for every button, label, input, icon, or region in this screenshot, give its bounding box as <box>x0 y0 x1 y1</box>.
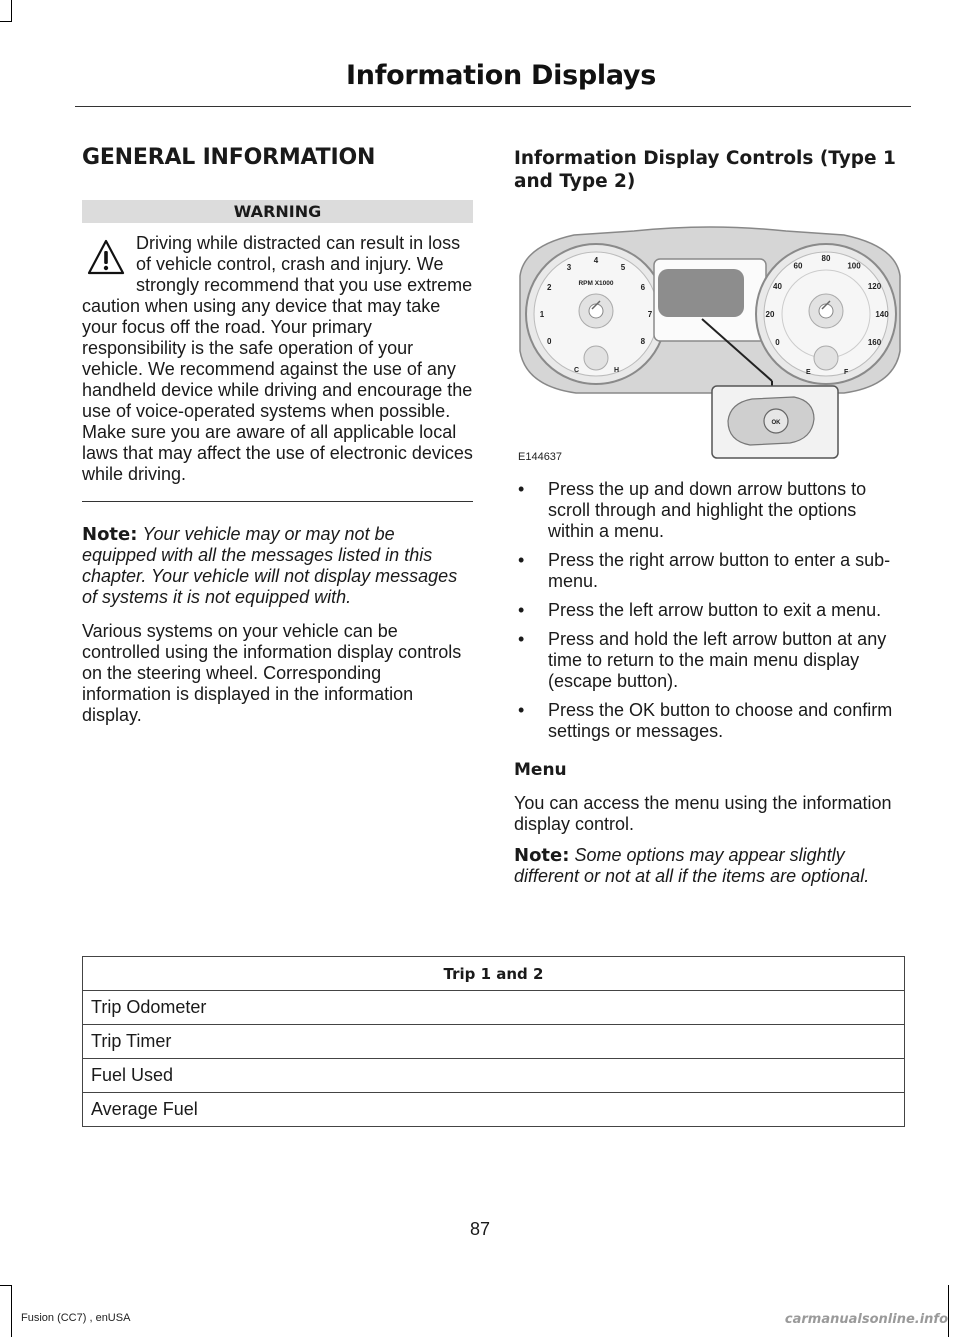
speed-tick-label: 60 <box>793 261 803 271</box>
subsection-heading: Information Display Controls (Type 1 and Type 2) <box>514 148 896 192</box>
ok-button-label: OK <box>771 420 781 426</box>
warning-text: Driving while distracted can result in loss of vehicle control, crash and injury. We strongly recommend that you use extreme caution when using any device that may take your focus off the road. Your primary responsibility is the safe operation of your vehicle. We recommend against the use of any handheld device while driving and encourage the use of voice-operated systems when possible. Make sure you are aware of all applicable local laws that may affect the use of electronic devices while driving. <box>82 233 473 484</box>
table-row <box>83 1025 905 1059</box>
speed-tick-label: 80 <box>821 254 831 263</box>
speed-tick-label: 100 <box>847 261 861 271</box>
list-item: • Press the OK button to choose and confirm settings or messages. <box>514 700 906 742</box>
tach-label: RPM X1000 <box>578 280 614 287</box>
list-item: • Press the up and down arrow buttons to scroll through and highlight the options within a menu. <box>514 479 906 542</box>
speed-tick-label: 0 <box>775 338 780 347</box>
table-cell: Fuel Used <box>83 1059 905 1093</box>
note-label: Note: <box>82 524 138 545</box>
speed-tick-label: 140 <box>875 310 889 319</box>
menu-note <box>514 845 906 887</box>
footer-text: Fusion (CC7) , enUSA <box>21 1312 131 1324</box>
note-text: Some options may appear slightly different or not at all if the items are optional. <box>514 845 870 886</box>
table-row <box>83 1059 905 1093</box>
tach-tick-label: 6 <box>640 283 646 292</box>
figure-code: E144637 <box>518 451 563 463</box>
warning-triangle-icon <box>86 238 126 278</box>
table-header: Trip 1 and 2 <box>83 957 905 991</box>
tach-tick-label: 1 <box>539 310 545 319</box>
tach-tick-label: 3 <box>566 263 572 273</box>
speed-tick-label: 40 <box>773 282 782 291</box>
tach-tick-label: 4 <box>593 256 599 265</box>
warning-box <box>82 233 473 485</box>
fuel-full-label: F <box>844 369 849 376</box>
tach-tick-label: 8 <box>640 337 646 346</box>
tach-tick-label: 2 <box>546 283 552 292</box>
table-cell: Trip Timer <box>83 1025 905 1059</box>
speed-tick-label: 120 <box>867 282 882 291</box>
tach-tick-label: 0 <box>546 337 552 346</box>
instrument-cluster-illustration <box>514 221 906 461</box>
body-paragraph: Various systems on your vehicle can be controlled using the information display controls on the steering wheel. Corresponding information is displayed in the information display. <box>82 621 462 725</box>
note-label: Note: <box>514 845 570 866</box>
right-column <box>514 147 906 887</box>
warning-divider <box>82 501 473 502</box>
control-instructions <box>514 479 906 742</box>
list-item: • Press the left arrow button to exit a menu. <box>514 600 906 621</box>
watermark: carmanualsonline.info <box>784 1312 948 1327</box>
note <box>82 524 473 608</box>
table-row <box>83 991 905 1025</box>
menu-heading: Menu <box>514 760 567 780</box>
page-title: Information Displays <box>346 60 656 91</box>
temp-hot-label: H <box>614 367 620 374</box>
list-item: • Press the right arrow button to enter a sub-menu. <box>514 550 906 592</box>
speed-tick-label: 20 <box>765 310 775 319</box>
temp-cold-label: C <box>574 367 580 374</box>
section-heading: GENERAL INFORMATION <box>82 145 376 170</box>
crop-mark <box>948 1285 949 1337</box>
trip-table <box>82 956 905 1127</box>
crop-mark <box>0 21 12 22</box>
warning-label: WARNING <box>82 200 473 223</box>
tach-tick-label: 7 <box>647 310 653 319</box>
table-cell: Trip Odometer <box>83 991 905 1025</box>
crop-mark <box>0 1285 12 1286</box>
table-cell: Average Fuel <box>83 1093 905 1127</box>
speed-tick-label: 160 <box>867 338 882 347</box>
table-row <box>83 1093 905 1127</box>
instrument-cluster-figure <box>514 221 906 461</box>
title-rule <box>75 106 911 107</box>
crop-mark <box>11 0 12 22</box>
page-number: 87 <box>469 1219 491 1239</box>
tach-tick-label: 5 <box>620 263 626 273</box>
crop-mark <box>11 1285 12 1337</box>
note-text: Your vehicle may or may not be equipped with all the messages listed in this chapter. Your vehicle will not display messages of systems it is not equipped with. <box>82 524 458 607</box>
left-column <box>82 145 473 726</box>
menu-paragraph: You can access the menu using the information display control. <box>514 793 892 834</box>
list-item: • Press and hold the left arrow button at any time to return to the main menu display (escape button). <box>514 629 906 692</box>
fuel-empty-label: E <box>806 369 811 376</box>
